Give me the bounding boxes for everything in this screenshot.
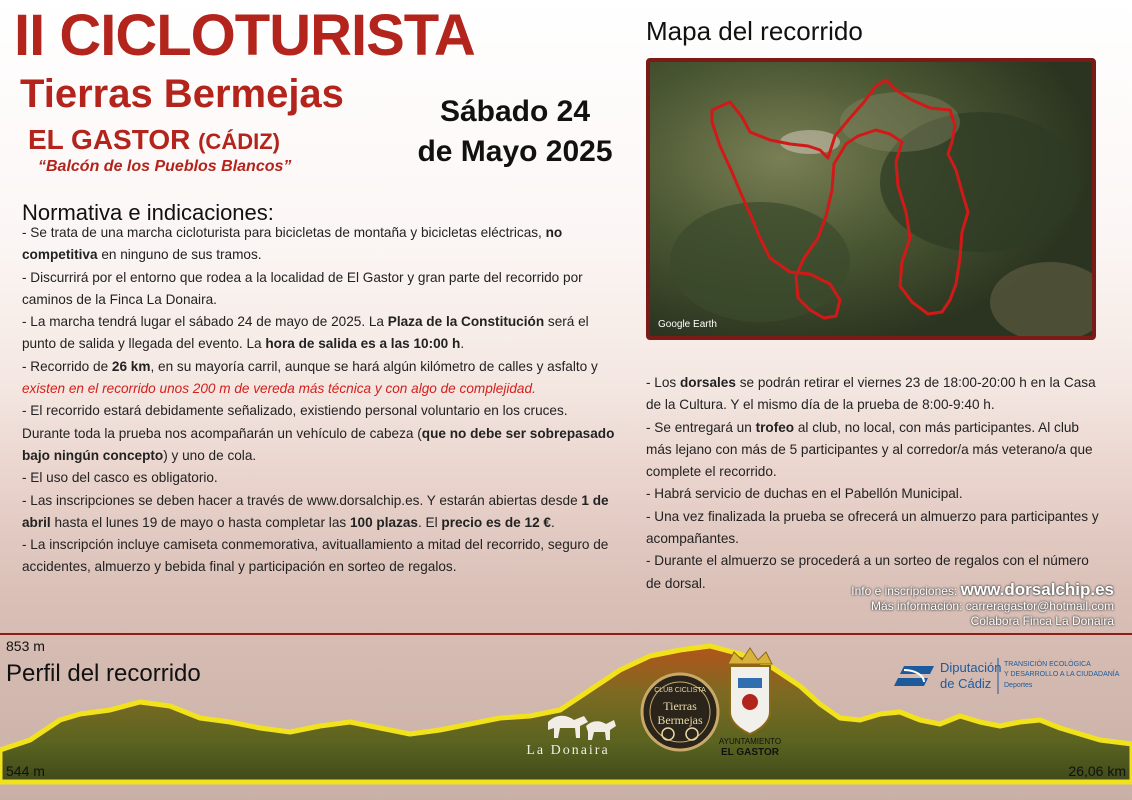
rules-left-column [22, 222, 618, 579]
rules-right-column [646, 372, 1106, 595]
map-credit: Google Earth [658, 319, 717, 330]
technical-warning: existen en el recorrido unos 200 m de vereda más técnica y con algo de complejidad [22, 381, 533, 397]
elevation-profile [0, 630, 1132, 800]
event-subtitle: Tierras Bermejas [20, 72, 344, 116]
max-altitude-label: 853 m [6, 638, 45, 654]
diputacion-area2: Y DESARROLLO A LA CIUDADANÍA [1004, 671, 1120, 678]
rule-item: - Una vez finalizada la prueba se ofrecerá un almuerzo para participantes y acompañantes. [646, 508, 1099, 547]
date-line1: Sábado 24 [439, 95, 591, 128]
club-name-line1: CLUB CICLISTA [654, 687, 706, 694]
info-block [851, 582, 1114, 629]
diputacion-area3: Deportes [1004, 682, 1033, 689]
club-badge-icon [642, 674, 718, 750]
event-location [28, 124, 280, 156]
rule-item: - La marcha tendrá lugar el sábado 24 de mayo de 2025. La Plaza de la Constitución será el punto de salida y llegada del evento. La hora de salida es a las 10:00 h. [22, 314, 589, 352]
diputacion-line1: Diputación [940, 660, 1002, 675]
rule-item: - La inscripción incluye camiseta conmemorativa, avituallamiento a mitad del recorrido, seguro de accidentes, almuerzo y bebida final y participación en sorteo de regalos. [22, 537, 609, 575]
rule-item: - Durante el almuerzo se procederá a un sorteo de regalos con el número de dorsal. [646, 553, 1089, 591]
map-image [650, 62, 1092, 336]
location-province: (CÁDIZ) [198, 129, 280, 154]
rule-item: - Las inscripciones se deben hacer a través de www.dorsalchip.es. Y estarán abiertas desde 1 de abril hasta el lunes 19 de mayo o hasta completar las 100 plazas. El precio es de 12 €. [22, 492, 609, 530]
more-info-label: Más información: [871, 599, 963, 613]
location-town: EL GASTOR [28, 124, 191, 155]
rule-item: - Se trata de una marcha cicloturista para bicicletas de montaña y bicicletas eléctricas, no competitiva en ninguno de sus tramos. [22, 225, 563, 263]
date-line2: de Mayo 2025 [417, 135, 613, 168]
donaira-logo-text: La Donaira [526, 743, 610, 758]
rule-item: - El uso del casco es obligatorio. [22, 470, 218, 486]
info-label: Info e inscripciones: [851, 584, 958, 598]
rule-item: - Los dorsales se podrán retirar el viernes 23 de 18:00-20:00 h en la Casa de la Cultura. Y el mismo día de la prueba de 8:00-9:40 h. [646, 375, 1096, 413]
rule-item: - El recorrido estará debidamente señalizado, existiendo personal voluntario en los cruces. Durante toda la prueba nos acompañarán un vehículo de cabeza (que no debe ser sobrepasado bajo ningún concepto) y uno de cola. [22, 403, 615, 463]
diputacion-line2: de Cádiz [940, 676, 992, 691]
rule-item: - Se entregará un trofeo al club, no local, con más participantes. Al club más lejano con más de 5 participantes y al corredor/a más veterano/a que complete el recorrido. [646, 419, 1093, 480]
diputacion-logo-icon [894, 666, 934, 686]
event-title: II CICLOTURISTA [14, 3, 475, 68]
email-link[interactable]: carreragastor@hotmail.com [965, 599, 1114, 613]
rule-item: - Habrá servicio de duchas en el Pabellón Municipal. [646, 486, 963, 502]
event-date [410, 92, 620, 172]
sponsor-text: Colabora Finca La Donaira [970, 614, 1114, 628]
diputacion-area1: TRANSICIÓN ECOLÓGICA [1004, 661, 1091, 668]
town-coat-of-arms-icon [728, 648, 772, 734]
ayto-label: AYUNTAMIENTO [718, 737, 782, 746]
map-title: Mapa del recorrido [646, 16, 863, 46]
event-slogan: “Balcón de los Pueblos Blancos” [38, 158, 292, 175]
distance-label: 26,06 km [1068, 763, 1126, 779]
rule-item: - Recorrido de 26 km, en su mayoría carril, aunque se hará algún kilómetro de calles y asfalto y existen en el recorrido unos 200 m de vereda más técnica y con algo de complejidad. [22, 358, 598, 397]
rule-item: - Discurrirá por el entorno que rodea a la localidad de El Gastor y gran parte del recorrido por caminos de la Finca La Donaira. [22, 269, 583, 307]
min-altitude-label: 544 m [6, 763, 45, 779]
website-link[interactable]: www.dorsalchip.es [960, 580, 1114, 599]
route-map [646, 58, 1096, 340]
club-name-line3: Bermejas [657, 713, 703, 727]
rules-title: Normativa e indicaciones: [22, 200, 274, 225]
profile-title: Perfil del recorrido [6, 660, 201, 687]
club-name-line2: Tierras [663, 699, 697, 713]
ayto-name: EL GASTOR [721, 747, 779, 758]
